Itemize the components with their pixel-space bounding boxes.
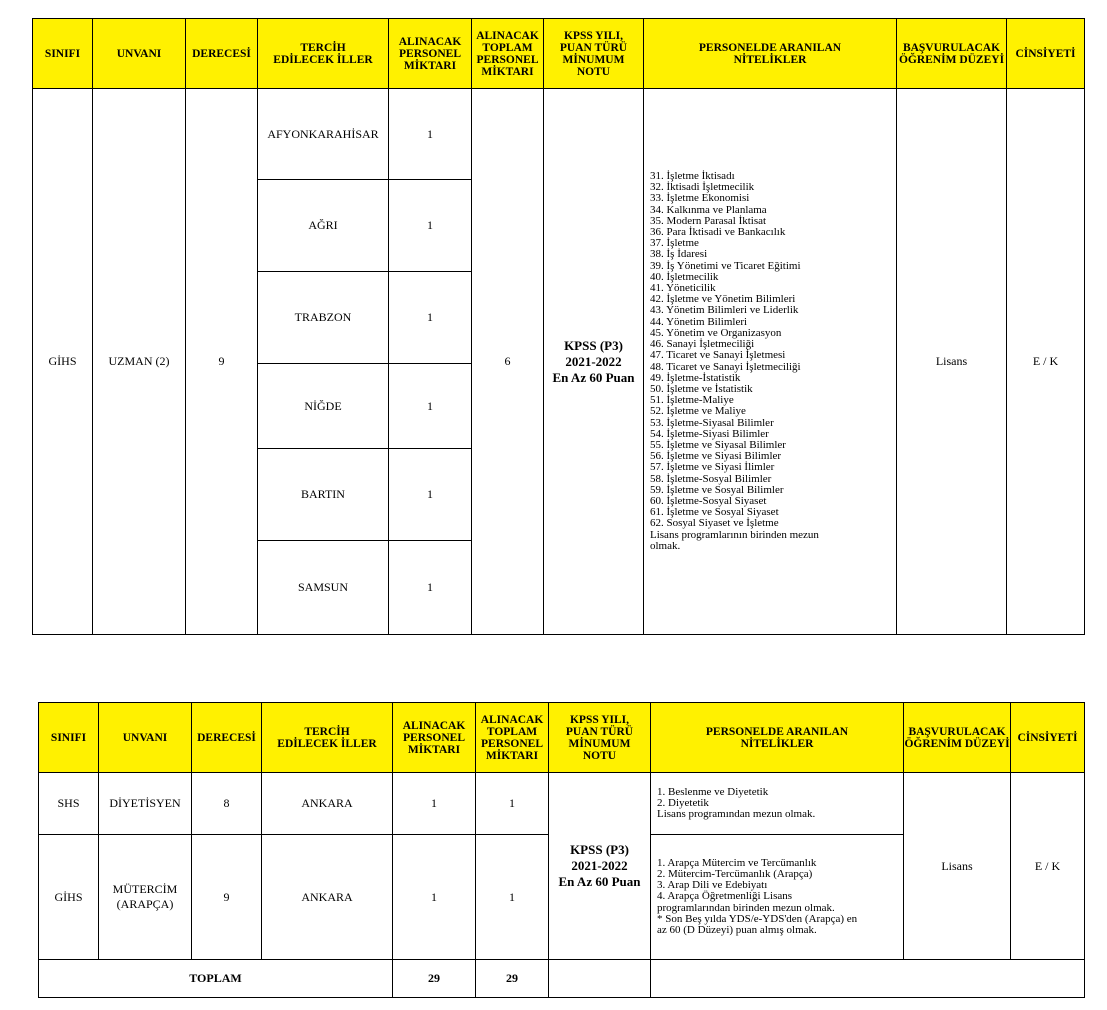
nitelik-item: 33. İşletme Ekonomisi <box>650 192 750 205</box>
kpss-line: KPSS (P3) <box>564 337 623 353</box>
unvani-cell <box>99 835 192 960</box>
header-row <box>39 703 1085 773</box>
header-derecesi: DERECESİ <box>186 19 258 89</box>
unvani-line: MÜTERCİM <box>112 882 178 896</box>
header-iller: TERCİH EDİLECEK İLLER <box>262 703 393 773</box>
positions-table-2 <box>38 702 1085 998</box>
positions-table-1 <box>32 18 1085 635</box>
city-cell: SAMSUN <box>258 541 389 635</box>
header-ogrenim: BAŞVURULACAK ÖĞRENİM DÜZEYİ <box>904 703 1011 773</box>
table-row <box>33 89 1085 180</box>
kpss-line: KPSS (P3) <box>570 842 629 857</box>
nitelik-item: 50. İşletme ve İstatistik <box>650 382 753 395</box>
nitelik-item: 59. İşletme ve Sosyal Bilimler <box>650 483 784 496</box>
nitelik-item: * Son Beş yılda YDS/e-YDS'den (Arapça) en <box>657 912 858 925</box>
nitelik-item: 56. İşletme ve Siyasi Bilimler <box>650 450 782 463</box>
quantity-cell: 1 <box>389 541 472 635</box>
quantity-cell: 1 <box>389 272 472 364</box>
ogrenim-cell: Lisans <box>897 89 1007 635</box>
nitelik-item: 39. İş Yönetimi ve Ticaret Eğitimi <box>650 259 801 272</box>
header-cinsiyet: CİNSİYETİ <box>1007 19 1085 89</box>
sinifi-cell: GİHS <box>39 835 99 960</box>
toplam-toplam: 29 <box>476 960 549 998</box>
nitelik-item: 46. Sanayi İşletmeciliği <box>650 338 755 351</box>
total-cell: 1 <box>476 773 549 835</box>
header-iller: TERCİH EDİLECEK İLLER <box>258 19 389 89</box>
nitelik-item: 3. Arap Dili ve Edebiyatı <box>657 879 768 892</box>
nitelik-item: az 60 (D Düzeyi) puan almış olmak. <box>657 924 817 936</box>
header-nitelikler: PERSONELDE ARANILAN NİTELİKLER <box>644 19 897 89</box>
nitelik-item: 60. İşletme-Sosyal Siyaset <box>650 494 767 507</box>
ogrenim-cell: Lisans <box>904 773 1011 960</box>
city-cell: BARTIN <box>258 449 389 541</box>
derecesi-cell: 8 <box>192 773 262 835</box>
total-cell: 6 <box>472 89 544 635</box>
cinsiyet-cell: E / K <box>1007 89 1085 635</box>
kpss-line: 2021-2022 <box>571 858 628 873</box>
nitelik-item: 62. Sosyal Siyaset ve İşletme <box>650 517 779 530</box>
nitelik-item: 43. Yönetim Bilimleri ve Liderlik <box>650 304 799 317</box>
nitelik-item: 1. Arapça Mütercim ve Tercümanlık <box>657 856 817 869</box>
cinsiyet-cell: E / K <box>1011 773 1085 960</box>
nitelik-item: 1. Beslenme ve Diyetetik <box>657 785 769 798</box>
unvani-cell: DİYETİSYEN <box>99 773 192 835</box>
nitelik-item: 4. Arapça Öğretmenliği Lisans <box>657 890 793 903</box>
toplam-label: TOPLAM <box>39 960 393 998</box>
nitelik-item: 55. İşletme ve Siyasal Bilimler <box>650 438 786 451</box>
quantity-cell: 1 <box>393 773 476 835</box>
nitelikler-list <box>657 787 897 821</box>
nitelik-item: 32. İktisadi İşletmecilik <box>650 181 755 194</box>
nitelik-item: 52. İşletme ve Maliye <box>650 405 746 418</box>
header-cinsiyet: CİNSİYETİ <box>1011 703 1085 773</box>
city-cell: TRABZON <box>258 272 389 364</box>
header-toplam-personel: ALINACAK TOPLAM PERSONEL MİKTARI <box>472 19 544 89</box>
nitelik-item: 37. İşletme <box>650 237 699 250</box>
nitelik-item: 49. İşletme-İstatistik <box>650 371 741 384</box>
header-derecesi: DERECESİ <box>192 703 262 773</box>
nitelik-item: olmak. <box>650 539 681 552</box>
total-cell: 1 <box>476 835 549 960</box>
nitelik-item: 48. Ticaret ve Sanayi İşletmeciliği <box>650 360 801 373</box>
nitelik-item: 42. İşletme ve Yönetim Bilimleri <box>650 293 796 306</box>
kpss-cell <box>544 89 644 635</box>
sinifi-cell: GİHS <box>33 89 93 635</box>
nitelik-item: 34. Kalkınma ve Planlama <box>650 203 767 216</box>
nitelik-item: programlarından birinden mezun olmak. <box>657 901 835 914</box>
nitelikler-cell <box>651 835 904 960</box>
header-row <box>33 19 1085 89</box>
nitelikler-cell <box>651 773 904 835</box>
city-cell: NİĞDE <box>258 364 389 449</box>
nitelik-item: 36. Para İktisadi ve Bankacılık <box>650 226 786 239</box>
header-unvani: UNVANI <box>93 19 186 89</box>
header-kpss: KPSS YILI, PUAN TÜRÜ MİNUMUM NOTU <box>549 703 651 773</box>
toplam-miktar: 29 <box>393 960 476 998</box>
nitelik-item: 54. İşletme-Siyasi Bilimler <box>650 427 769 440</box>
quantity-cell: 1 <box>389 364 472 449</box>
nitelik-item: 41. Yöneticilik <box>650 282 716 295</box>
nitelik-item: 53. İşletme-Siyasal Bilimler <box>650 416 774 429</box>
city-cell: ANKARA <box>262 835 393 960</box>
header-unvani: UNVANI <box>99 703 192 773</box>
nitelik-item: Lisans programından mezun olmak. <box>657 808 816 821</box>
nitelik-item: 51. İşletme-Maliye <box>650 394 734 407</box>
kpss-line: En Az 60 Puan <box>552 369 635 385</box>
quantity-cell: 1 <box>389 89 472 180</box>
table-row <box>39 773 1085 835</box>
header-nitelikler: PERSONELDE ARANILAN NİTELİKLER <box>651 703 904 773</box>
city-cell: AĞRI <box>258 180 389 272</box>
nitelik-item: 35. Modern Parasal İktisat <box>650 214 767 227</box>
kpss-line: 2021-2022 <box>565 353 622 369</box>
nitelik-item: 61. İşletme ve Sosyal Siyaset <box>650 506 779 519</box>
nitelik-item: 45. Yönetim ve Organizasyon <box>650 326 782 339</box>
nitelikler-cell <box>644 89 897 635</box>
city-cell: ANKARA <box>262 773 393 835</box>
nitelik-item: 2. Mütercim-Tercümanlık (Arapça) <box>657 867 813 880</box>
derecesi-cell: 9 <box>192 835 262 960</box>
sinifi-cell: SHS <box>39 773 99 835</box>
nitelik-item: 57. İşletme ve Siyasi İlimler <box>650 461 775 474</box>
nitelik-item: 38. İş İdaresi <box>650 248 708 261</box>
header-kpss: KPSS YILI, PUAN TÜRÜ MİNUMUM NOTU <box>544 19 644 89</box>
empty-cell <box>651 960 1085 998</box>
nitelikler-list <box>650 171 890 552</box>
quantity-cell: 1 <box>389 180 472 272</box>
header-sinifi: SINIFI <box>33 19 93 89</box>
nitelikler-list <box>657 858 897 936</box>
nitelik-item: Lisans programlarının birinden mezun <box>650 528 819 541</box>
header-ogrenim: BAŞVURULACAK ÖĞRENİM DÜZEYİ <box>897 19 1007 89</box>
nitelik-item: 47. Ticaret ve Sanayi İşletmesi <box>650 349 786 362</box>
nitelik-item: 58. İşletme-Sosyal Bilimler <box>650 472 772 485</box>
header-sinifi: SINIFI <box>39 703 99 773</box>
kpss-cell <box>549 773 651 960</box>
unvani-line: (ARAPÇA) <box>116 897 174 911</box>
header-toplam-personel: ALINACAK TOPLAM PERSONEL MİKTARI <box>476 703 549 773</box>
nitelik-item: 31. İşletme İktisadı <box>650 170 735 183</box>
city-cell: AFYONKARAHİSAR <box>258 89 389 180</box>
total-row <box>39 960 1085 998</box>
nitelik-item: 44. Yönetim Bilimleri <box>650 315 748 328</box>
quantity-cell: 1 <box>389 449 472 541</box>
header-personel-miktari: ALINACAK PERSONEL MİKTARI <box>393 703 476 773</box>
kpss-line: En Az 60 Puan <box>558 874 641 889</box>
nitelik-item: 2. Diyetetik <box>657 796 709 809</box>
derecesi-cell: 9 <box>186 89 258 635</box>
nitelik-item: 40. İşletmecilik <box>650 270 719 283</box>
quantity-cell: 1 <box>393 835 476 960</box>
empty-cell <box>549 960 651 998</box>
header-personel-miktari: ALINACAK PERSONEL MİKTARI <box>389 19 472 89</box>
unvani-cell: UZMAN (2) <box>93 89 186 635</box>
